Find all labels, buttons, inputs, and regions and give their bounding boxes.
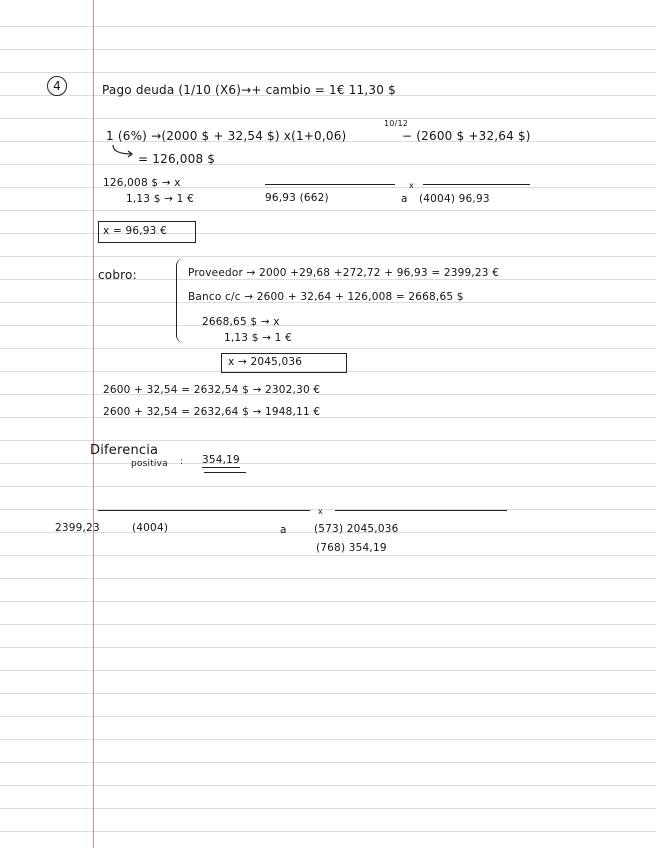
cobro-banco: Banco c/c → 2600 + 32,64 + 126,008 = 2668,65 $ bbox=[188, 291, 464, 303]
final-right-1: (573) 2045,036 bbox=[314, 523, 399, 535]
final-line-left bbox=[98, 510, 310, 511]
interest-equation-right: − (2600 $ +32,64 $) bbox=[402, 129, 531, 143]
final-amount: 2399,23 bbox=[55, 522, 100, 534]
interest-exponent: 10/12 bbox=[384, 119, 409, 128]
value-double-underline bbox=[204, 472, 246, 473]
sum-line1: 2600 + 32,54 = 2632,54 $ → 2302,30 € bbox=[103, 384, 321, 396]
final-a-label: a bbox=[280, 524, 287, 536]
final-x-label: x bbox=[318, 507, 323, 516]
final-right-2: (768) 354,19 bbox=[316, 542, 387, 554]
journal-entry-right: (4004) 96,93 bbox=[419, 193, 490, 205]
journal-a-label: a bbox=[401, 193, 408, 205]
cobro-proveedor: Proveedor → 2000 +29,68 +272,72 + 96,93 = 2399,23 € bbox=[188, 267, 500, 279]
sum-line2: 2600 + 32,54 = 2632,64 $ → 1948,11 € bbox=[103, 406, 321, 418]
margin-line bbox=[93, 0, 94, 848]
journal-x-label: x bbox=[409, 181, 414, 190]
final-line-right bbox=[335, 510, 507, 511]
result-box-2-text: x → 2045,036 bbox=[228, 356, 303, 368]
journal-line-left bbox=[265, 184, 395, 185]
problem-number: 4 bbox=[47, 76, 67, 96]
conversion-line2: 1,13 $ → 1 € bbox=[126, 193, 194, 205]
curved-arrow-icon bbox=[112, 145, 134, 159]
diferencia-label: Diferencia bbox=[90, 443, 159, 458]
problem-title: Pago deuda (1/10 (X6)→+ cambio = 1€ 11,30 $ bbox=[102, 83, 396, 97]
diferencia-value: 354,19 bbox=[202, 454, 240, 466]
cobro-label: cobro: bbox=[98, 268, 137, 282]
final-account: (4004) bbox=[132, 522, 169, 534]
conversion-line1: 126,008 $ → x bbox=[103, 177, 181, 189]
positiva-label: positiva bbox=[131, 459, 168, 469]
interest-result: = 126,008 $ bbox=[138, 152, 216, 166]
colon-label: : bbox=[180, 457, 184, 467]
brace-icon bbox=[176, 258, 185, 343]
cobro-line3: 2668,65 $ → x bbox=[202, 316, 280, 328]
interest-equation-left: 1 (6%) →(2000 $ + 32,54 $) x(1+0,06) bbox=[106, 129, 347, 143]
result-box-text: x = 96,93 € bbox=[103, 225, 167, 237]
journal-line-right bbox=[423, 184, 530, 185]
cobro-line4: 1,13 $ → 1 € bbox=[224, 332, 292, 344]
journal-entry-left: 96,93 (662) bbox=[265, 192, 329, 204]
